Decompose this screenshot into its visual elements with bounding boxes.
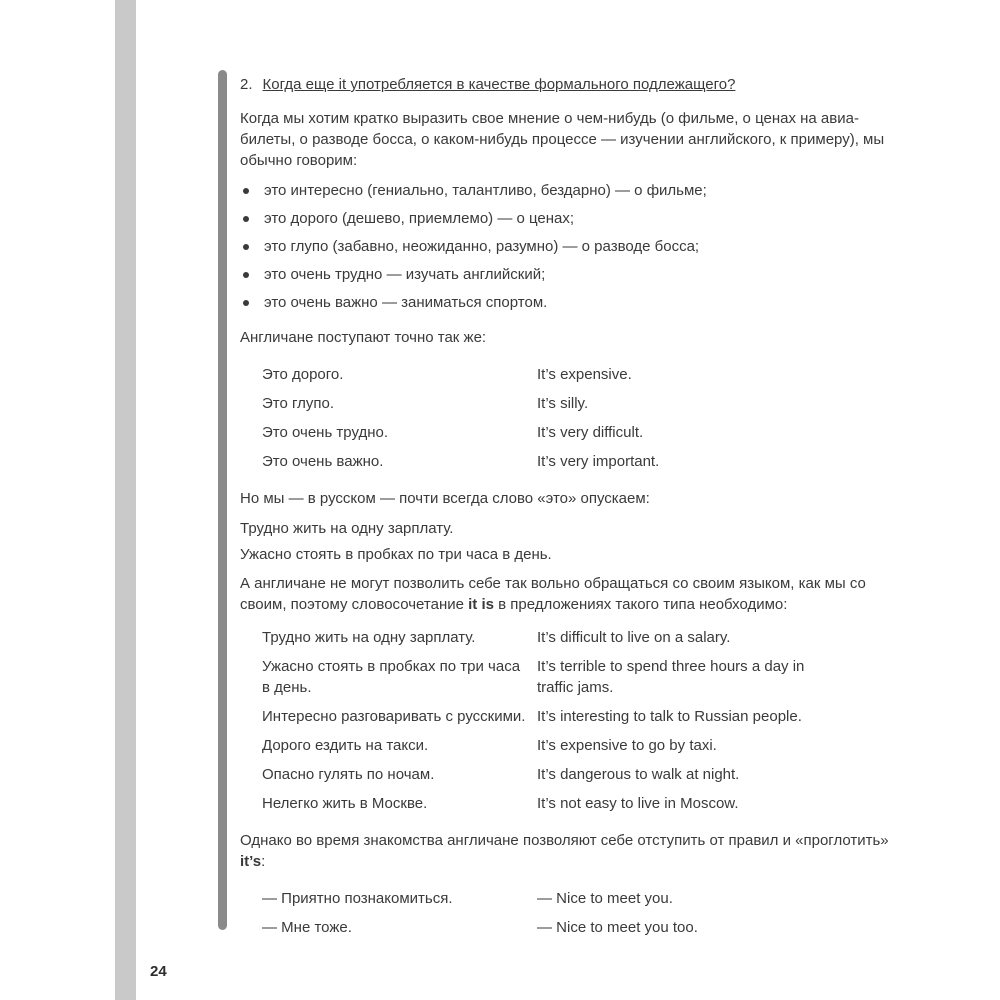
russian-cell: Это дорого. xyxy=(262,366,344,383)
example-line: Трудно жить на одну зарплату. xyxy=(240,520,454,537)
russian-cell: Это очень важно. xyxy=(262,453,384,470)
english-cell: It’s expensive. xyxy=(537,366,632,383)
table-row xyxy=(262,735,905,756)
section-heading xyxy=(240,74,905,95)
bullet-item xyxy=(240,208,905,229)
page-number: 24 xyxy=(150,963,167,980)
russian-cell: Это очень трудно. xyxy=(262,424,389,441)
exception-text-end: : xyxy=(261,853,266,870)
table-row xyxy=(262,656,905,698)
bullet-text: это глупо (забавно, неожиданно, разумно) — о разводе босса; xyxy=(264,238,700,255)
table-row xyxy=(262,451,905,472)
examples-table-short xyxy=(262,364,905,472)
bullet-item xyxy=(240,180,905,201)
english-cell: It’s not easy to live in Moscow. xyxy=(537,795,739,812)
russian-cell: Это глупо. xyxy=(262,395,335,412)
bullet-dot-icon xyxy=(243,300,249,306)
russian-cell: Опасно гулять по ночам. xyxy=(262,766,435,783)
intro-paragraph: Когда мы хотим кратко выразить свое мнение о чем-нибудь (о фильме, о ценах на авиа-билеты, о разводе босса, о каком-нибудь процессе — изучении английского, к примеру), мы обычно говорим: xyxy=(240,110,885,169)
table-row xyxy=(262,364,905,385)
russian-cell: — Мне тоже. xyxy=(262,919,352,936)
english-cell: It’s very difficult. xyxy=(537,424,644,441)
english-cell: It’s expensive to go by taxi. xyxy=(537,737,717,754)
bullet-text: это интересно (гениально, талантливо, бездарно) — о фильме; xyxy=(264,182,707,199)
english-cell: It’s terrible to spend three hours a day in traffic jams. xyxy=(537,658,805,696)
english-cell: It’s dangerous to walk at night. xyxy=(537,766,740,783)
lead-paragraph: Англичане поступают точно так же: xyxy=(240,329,487,346)
section-number: 2. xyxy=(240,76,253,93)
bullet-text: это очень важно — заниматься спортом. xyxy=(264,294,548,311)
table-row xyxy=(262,888,905,909)
page-content xyxy=(240,74,905,946)
omit-paragraph: Но мы — в русском — почти всегда слово «это» опускаем: xyxy=(240,490,650,507)
necessity-bold-phrase: it is xyxy=(468,596,494,613)
dialog-table xyxy=(262,888,905,938)
bullet-text: это дорого (дешево, приемлемо) — о ценах; xyxy=(264,210,575,227)
russian-cell: Нелегко жить в Москве. xyxy=(262,795,428,812)
russian-cell: Трудно жить на одну зарплату. xyxy=(262,629,476,646)
bullet-dot-icon xyxy=(243,188,249,194)
english-cell: It’s silly. xyxy=(537,395,589,412)
example-line: Ужасно стоять в пробках по три часа в день. xyxy=(240,546,552,563)
english-cell: — Nice to meet you too. xyxy=(537,919,698,936)
table-row xyxy=(262,764,905,785)
bullet-item xyxy=(240,264,905,285)
bullet-dot-icon xyxy=(243,272,249,278)
english-cell: It’s difficult to live on a salary. xyxy=(537,629,731,646)
bullet-list xyxy=(240,180,905,313)
table-row xyxy=(262,393,905,414)
exception-bold-phrase: it’s xyxy=(240,853,262,870)
exception-text-start: Однако во время знакомства англичане позволяют себе отступить от правил и «проглотить» xyxy=(240,832,889,849)
table-row xyxy=(262,793,905,814)
necessity-text-start: А англичане не могут позволить себе так вольно обращаться со своим языком, как мы со своим, поэтому словосочетание xyxy=(240,575,866,613)
section-accent-bar xyxy=(218,70,227,930)
examples-table-long xyxy=(262,627,905,814)
russian-cell: Интересно разговаривать с русскими. xyxy=(262,708,526,725)
necessity-paragraph xyxy=(240,573,905,615)
page-margin-strip xyxy=(115,0,136,1000)
english-cell: It’s very important. xyxy=(537,453,660,470)
exception-paragraph xyxy=(240,830,905,872)
necessity-text-end: в предложениях такого типа необходимо: xyxy=(493,596,788,613)
russian-cell: Ужасно стоять в пробках по три часа в день. xyxy=(262,658,521,696)
bullet-item xyxy=(240,236,905,257)
bullet-item xyxy=(240,292,905,313)
english-cell: It’s interesting to talk to Russian people. xyxy=(537,708,802,725)
english-cell: — Nice to meet you. xyxy=(537,890,673,907)
table-row xyxy=(262,422,905,443)
table-row xyxy=(262,627,905,648)
bullet-dot-icon xyxy=(243,216,249,222)
russian-cell: Дорого ездить на такси. xyxy=(262,737,429,754)
bullet-dot-icon xyxy=(243,244,249,250)
table-row xyxy=(262,917,905,938)
russian-cell: — Приятно познакомиться. xyxy=(262,890,453,907)
bullet-text: это очень трудно — изучать английский; xyxy=(264,266,546,283)
section-title: Когда еще it употребляется в качестве формального подлежащего? xyxy=(262,76,736,93)
table-row xyxy=(262,706,905,727)
